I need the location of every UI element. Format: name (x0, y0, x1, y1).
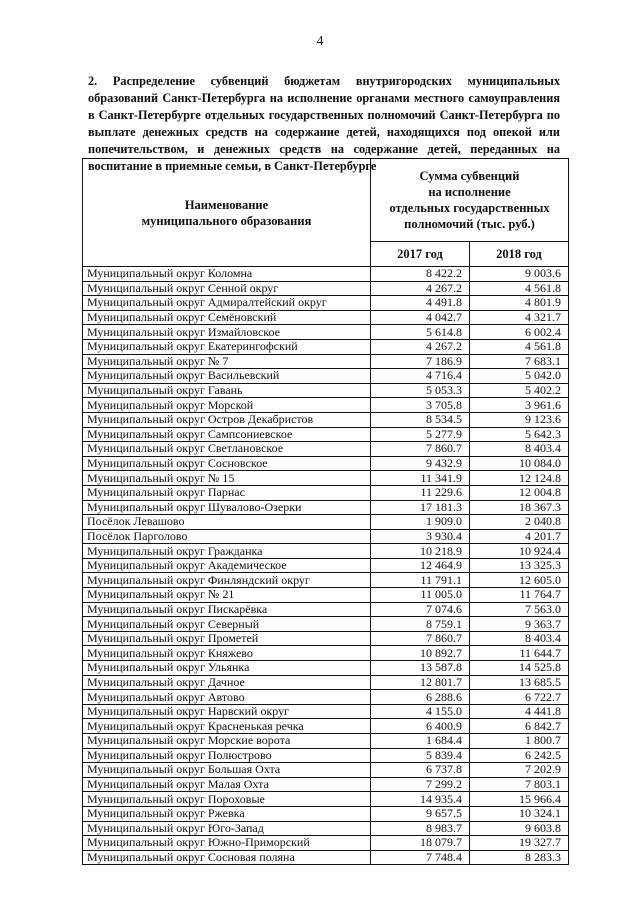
table-row (83, 442, 569, 457)
amount-2017-cell: 1 909.0 (371, 515, 470, 530)
amount-2017-cell: 1 684.4 (371, 734, 470, 749)
municipality-name-cell: Муниципальный округ Юго-Запад (83, 821, 371, 836)
amount-2017-cell: 4 267.2 (371, 339, 470, 354)
table-row (83, 529, 569, 544)
amount-2017-cell: 12 464.9 (371, 558, 470, 573)
table-row (83, 544, 569, 559)
column-header-name-line-2: муниципального образования (141, 213, 312, 228)
amount-2017-cell: 11 229.6 (371, 485, 470, 500)
municipality-name-cell: Муниципальный округ Морские ворота (83, 734, 371, 749)
amount-2018-cell: 1 800.7 (470, 734, 569, 749)
municipality-name-cell: Муниципальный округ Академическое (83, 558, 371, 573)
table-row (83, 398, 569, 413)
table-row (83, 734, 569, 749)
amount-2017-cell: 5 614.8 (371, 325, 470, 340)
municipality-name-cell: Муниципальный округ № 7 (83, 354, 371, 369)
column-header-sum-line-1: Сумма субвенций (419, 169, 520, 183)
amount-2017-cell: 13 587.8 (371, 661, 470, 676)
municipality-name-cell: Муниципальный округ Сосновское (83, 456, 371, 471)
amount-2017-cell: 5 053.3 (371, 383, 470, 398)
amount-2017-cell: 11 791.1 (371, 573, 470, 588)
table-row (83, 339, 569, 354)
table-row (83, 515, 569, 530)
amount-2018-cell: 4 561.8 (470, 339, 569, 354)
amount-2018-cell: 5 042.0 (470, 369, 569, 384)
table-row (83, 427, 569, 442)
amount-2018-cell: 3 961.6 (470, 398, 569, 413)
amount-2017-cell: 7 748.4 (371, 850, 470, 865)
municipality-name-cell: Посёлок Левашово (83, 515, 371, 530)
amount-2018-cell: 12 605.0 (470, 573, 569, 588)
municipality-name-cell: Муниципальный округ Семёновский (83, 310, 371, 325)
municipality-name-cell: Муниципальный округ Малая Охта (83, 777, 371, 792)
amount-2017-cell: 6 737.8 (371, 763, 470, 778)
amount-2017-cell: 8 759.1 (371, 617, 470, 632)
amount-2017-cell: 18 079.7 (371, 836, 470, 851)
municipality-name-cell: Муниципальный округ Княжево (83, 646, 371, 661)
amount-2018-cell: 7 683.1 (470, 354, 569, 369)
amount-2018-cell: 12 124.8 (470, 471, 569, 486)
amount-2018-cell: 10 924.4 (470, 544, 569, 559)
amount-2018-cell: 9 363.7 (470, 617, 569, 632)
amount-2017-cell: 4 267.2 (371, 281, 470, 296)
subsidy-table (82, 158, 569, 865)
table-row (83, 267, 569, 282)
column-header-sum-line-3: отдельных государственных (389, 201, 550, 215)
amount-2018-cell: 9 123.6 (470, 412, 569, 427)
amount-2018-cell: 9 003.6 (470, 267, 569, 282)
table-row (83, 369, 569, 384)
table-row (83, 354, 569, 369)
amount-2018-cell: 9 603.8 (470, 821, 569, 836)
amount-2018-cell: 11 764.7 (470, 588, 569, 603)
municipality-name-cell: Муниципальный округ Полюстрово (83, 748, 371, 763)
amount-2017-cell: 7 074.6 (371, 602, 470, 617)
municipality-name-cell: Муниципальный округ Дачное (83, 675, 371, 690)
column-header-sum-line-4: полномочий (тыс. руб.) (404, 217, 535, 231)
municipality-name-cell: Муниципальный округ Остров Декабристов (83, 412, 371, 427)
amount-2018-cell: 4 321.7 (470, 310, 569, 325)
table-row (83, 763, 569, 778)
amount-2018-cell: 18 367.3 (470, 500, 569, 515)
amount-2018-cell: 2 040.8 (470, 515, 569, 530)
municipality-name-cell: Муниципальный округ Светлановское (83, 442, 371, 457)
amount-2018-cell: 12 004.8 (470, 485, 569, 500)
amount-2017-cell: 10 892.7 (371, 646, 470, 661)
amount-2018-cell: 19 327.7 (470, 836, 569, 851)
table-row (83, 456, 569, 471)
table-row (83, 296, 569, 311)
table-row (83, 558, 569, 573)
amount-2017-cell: 4 042.7 (371, 310, 470, 325)
table-row (83, 602, 569, 617)
amount-2017-cell: 10 218.9 (371, 544, 470, 559)
column-header-name (83, 159, 371, 267)
section-heading: 2. Распределение субвенций бюджетам внутригородских муниципальных образований Санкт-Петербурга на исполнение органами местного самоуправления в Санкт-Петербурге отдельных государственных полномочий Санкт-Петербурга по выплате денежных средств на содержание детей, находящихся под опекой или попечительством, и денежных средств на содержание детей, переданных на воспитание в приемные семьи, в Санкт-Петербурге (88, 74, 560, 173)
amount-2017-cell: 6 288.6 (371, 690, 470, 705)
table-row (83, 412, 569, 427)
column-header-sum-line-2: на исполнение (428, 185, 511, 199)
municipality-name-cell: Муниципальный округ Пороховые (83, 792, 371, 807)
amount-2017-cell: 4 155.0 (371, 704, 470, 719)
municipality-name-cell: Муниципальный округ Адмиралтейский округ (83, 296, 371, 311)
amount-2018-cell: 5 402.2 (470, 383, 569, 398)
column-header-2018: 2018 год (470, 242, 569, 267)
table-row (83, 573, 569, 588)
table-row (83, 617, 569, 632)
table-row (83, 631, 569, 646)
municipality-name-cell: Муниципальный округ Красненькая речка (83, 719, 371, 734)
table-row (83, 690, 569, 705)
amount-2018-cell: 4 561.8 (470, 281, 569, 296)
amount-2017-cell: 14 935.4 (371, 792, 470, 807)
table-row (83, 704, 569, 719)
table-row (83, 719, 569, 734)
municipality-name-cell: Муниципальный округ № 15 (83, 471, 371, 486)
table-row (83, 281, 569, 296)
amount-2017-cell: 3 705.8 (371, 398, 470, 413)
amount-2017-cell: 17 181.3 (371, 500, 470, 515)
municipality-name-cell: Муниципальный округ Ульянка (83, 661, 371, 676)
municipality-name-cell: Муниципальный округ Измайловское (83, 325, 371, 340)
municipality-name-cell: Муниципальный округ Ржевка (83, 806, 371, 821)
amount-2017-cell: 11 341.9 (371, 471, 470, 486)
amount-2018-cell: 6 722.7 (470, 690, 569, 705)
table-row (83, 748, 569, 763)
municipality-name-cell: Муниципальный округ Сампсониевское (83, 427, 371, 442)
amount-2018-cell: 8 283.3 (470, 850, 569, 865)
amount-2017-cell: 9 432.9 (371, 456, 470, 471)
amount-2018-cell: 8 403.4 (470, 442, 569, 457)
amount-2018-cell: 7 803.1 (470, 777, 569, 792)
table-row (83, 850, 569, 865)
amount-2018-cell: 10 084.0 (470, 456, 569, 471)
column-header-sum (371, 159, 569, 242)
table-row (83, 471, 569, 486)
table-body (83, 267, 569, 865)
municipality-name-cell: Муниципальный округ Финляндский округ (83, 573, 371, 588)
amount-2017-cell: 9 657.5 (371, 806, 470, 821)
amount-2018-cell: 7 563.0 (470, 602, 569, 617)
amount-2018-cell: 8 403.4 (470, 631, 569, 646)
amount-2017-cell: 8 983.7 (371, 821, 470, 836)
municipality-name-cell: Муниципальный округ Сенной округ (83, 281, 371, 296)
amount-2017-cell: 7 860.7 (371, 631, 470, 646)
amount-2018-cell: 4 201.7 (470, 529, 569, 544)
column-header-2017: 2017 год (371, 242, 470, 267)
amount-2017-cell: 5 277.9 (371, 427, 470, 442)
municipality-name-cell: Муниципальный округ Большая Охта (83, 763, 371, 778)
amount-2017-cell: 7 186.9 (371, 354, 470, 369)
amount-2017-cell: 4 491.8 (371, 296, 470, 311)
table-row (83, 383, 569, 398)
table-row (83, 646, 569, 661)
amount-2017-cell: 12 801.7 (371, 675, 470, 690)
table-row (83, 792, 569, 807)
municipality-name-cell: Муниципальный округ Южно-Приморский (83, 836, 371, 851)
amount-2018-cell: 4 441.8 (470, 704, 569, 719)
table-row (83, 777, 569, 792)
table-row (83, 836, 569, 851)
municipality-name-cell: Муниципальный округ Шувалово-Озерки (83, 500, 371, 515)
municipality-name-cell: Муниципальный округ Прометей (83, 631, 371, 646)
table-row (83, 675, 569, 690)
table-row (83, 325, 569, 340)
table-row (83, 661, 569, 676)
municipality-name-cell: Муниципальный округ Автово (83, 690, 371, 705)
amount-2018-cell: 6 242.5 (470, 748, 569, 763)
amount-2017-cell: 11 005.0 (371, 588, 470, 603)
municipality-name-cell: Муниципальный округ Пискарёвка (83, 602, 371, 617)
page-number: 4 (316, 34, 324, 49)
municipality-name-cell: Муниципальный округ № 21 (83, 588, 371, 603)
amount-2017-cell: 7 299.2 (371, 777, 470, 792)
municipality-name-cell: Муниципальный округ Гражданка (83, 544, 371, 559)
amount-2018-cell: 5 642.3 (470, 427, 569, 442)
column-header-name-line-1: Наименование (184, 197, 269, 212)
table-row (83, 806, 569, 821)
amount-2018-cell: 13 685.5 (470, 675, 569, 690)
amount-2017-cell: 6 400.9 (371, 719, 470, 734)
amount-2018-cell: 6 002.4 (470, 325, 569, 340)
municipality-name-cell: Муниципальный округ Сосновая поляна (83, 850, 371, 865)
amount-2017-cell: 8 534.5 (371, 412, 470, 427)
amount-2018-cell: 14 525.8 (470, 661, 569, 676)
amount-2018-cell: 4 801.9 (470, 296, 569, 311)
amount-2017-cell: 8 422.2 (371, 267, 470, 282)
amount-2018-cell: 11 644.7 (470, 646, 569, 661)
municipality-name-cell: Муниципальный округ Гавань (83, 383, 371, 398)
amount-2018-cell: 15 966.4 (470, 792, 569, 807)
table-row (83, 821, 569, 836)
table-row (83, 588, 569, 603)
municipality-name-cell: Муниципальный округ Морской (83, 398, 371, 413)
municipality-name-cell: Муниципальный округ Северный (83, 617, 371, 632)
amount-2017-cell: 7 860.7 (371, 442, 470, 457)
table-row (83, 485, 569, 500)
municipality-name-cell: Муниципальный округ Парнас (83, 485, 371, 500)
amount-2017-cell: 5 839.4 (371, 748, 470, 763)
amount-2017-cell: 4 716.4 (371, 369, 470, 384)
municipality-name-cell: Муниципальный округ Екатерингофский (83, 339, 371, 354)
table-row (83, 310, 569, 325)
amount-2018-cell: 6 842.7 (470, 719, 569, 734)
amount-2018-cell: 13 325.3 (470, 558, 569, 573)
municipality-name-cell: Муниципальный округ Нарвский округ (83, 704, 371, 719)
municipality-name-cell: Муниципальный округ Коломна (83, 267, 371, 282)
amount-2018-cell: 10 324.1 (470, 806, 569, 821)
municipality-name-cell: Посёлок Парголово (83, 529, 371, 544)
table-row (83, 500, 569, 515)
amount-2017-cell: 3 930.4 (371, 529, 470, 544)
municipality-name-cell: Муниципальный округ Васильевский (83, 369, 371, 384)
amount-2018-cell: 7 202.9 (470, 763, 569, 778)
